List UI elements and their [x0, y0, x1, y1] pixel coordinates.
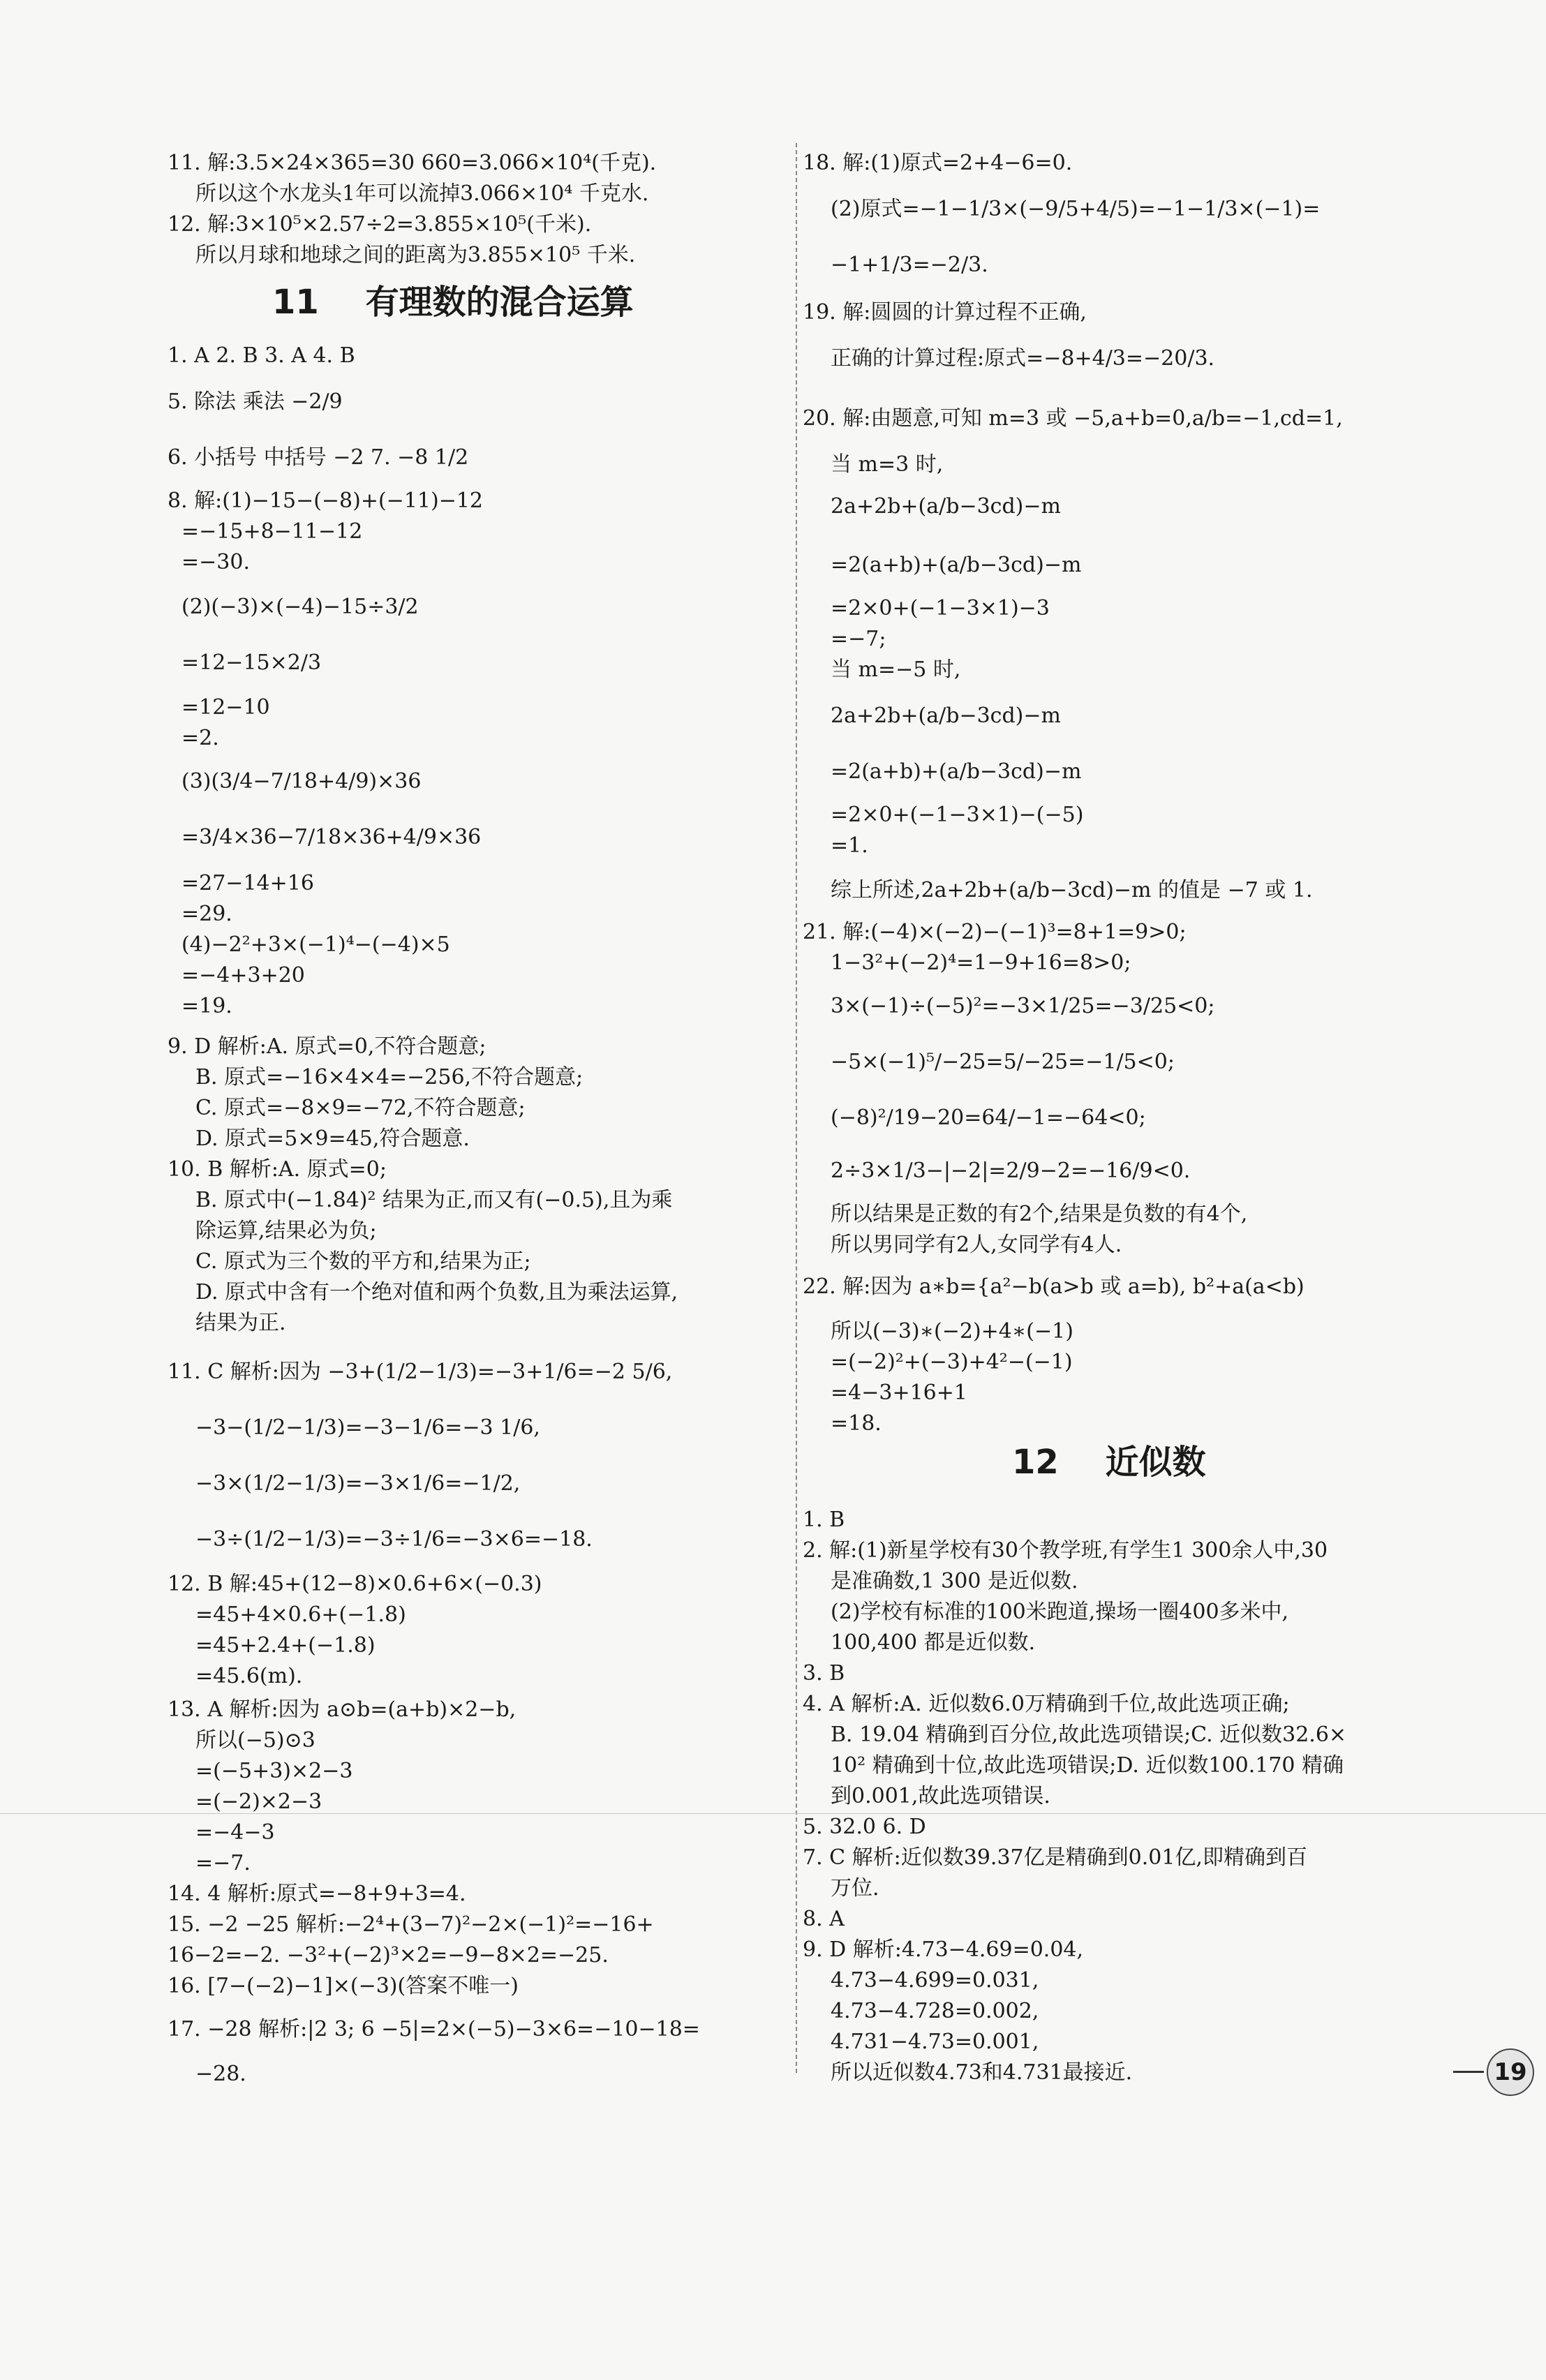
text-line: 到0.001,故此选项错误.: [831, 1784, 1050, 1808]
text-line: 19. 解:圆圆的计算过程不正确,: [803, 300, 1087, 325]
text-line: =−15+8−11−12: [181, 519, 363, 544]
text-line: =2×0+(−1−3×1)−3: [831, 596, 1050, 620]
text-line: 正确的计算过程:原式=−8+4/3=−20/3.: [831, 346, 1215, 371]
section-number: 12: [1012, 1443, 1059, 1482]
fold-line: [0, 1813, 1546, 1814]
text-line: =45+4×0.6+(−1.8): [195, 1602, 406, 1627]
text-line: 18. 解:(1)原式=2+4−6=0.: [803, 151, 1073, 175]
text-line: 1. B: [803, 1508, 845, 1532]
text-line: 16. [7−(−2)−1]×(−3)(答案不唯一): [168, 1974, 519, 1998]
text-line: =19.: [181, 994, 232, 1018]
text-line: 13. A 解析:因为 a⊙b=(a+b)×2−b,: [168, 1697, 516, 1722]
text-line: =−7.: [195, 1851, 251, 1875]
text-line: 20. 解:由题意,可知 m=3 或 −5,a+b=0,a/b=−1,cd=1,: [803, 406, 1343, 431]
column-divider: [796, 143, 797, 2073]
text-line: 除运算,结果必为负;: [195, 1219, 377, 1243]
text-line: 9. D 解析:4.73−4.69=0.04,: [803, 1938, 1084, 1962]
text-line: 3×(−1)÷(−5)²=−3×1/25=−3/25<0;: [831, 994, 1215, 1018]
text-line: 1−3²+(−2)⁴=1−9+16=8>0;: [831, 951, 1131, 975]
text-line: 2a+2b+(a/b−3cd)−m: [831, 494, 1061, 519]
text-line: 10² 精确到十位,故此选项错误;D. 近似数100.170 精确: [831, 1753, 1344, 1778]
text-line: (2)(−3)×(−4)−15÷3/2: [181, 595, 419, 619]
text-line: −3×(1/2−1/3)=−3×1/6=−1/2,: [195, 1471, 521, 1496]
text-line: 5. 除法 乘法 −2/9: [168, 389, 343, 414]
text-line: 4.73−4.699=0.031,: [831, 1968, 1039, 1993]
text-line: (4)−2²+3×(−1)⁴−(−4)×5: [181, 932, 450, 957]
text-line: 所以男同学有2人,女同学有4人.: [831, 1233, 1122, 1257]
text-line: 9. D 解析:A. 原式=0,不符合题意;: [168, 1034, 486, 1059]
text-line: 4.73−4.728=0.002,: [831, 1999, 1039, 2023]
section-number: 11: [272, 283, 319, 322]
text-line: 21. 解:(−4)×(−2)−(−1)³=8+1=9>0;: [803, 920, 1187, 944]
text-line: =−7;: [831, 627, 886, 651]
text-line: =4−3+16+1: [831, 1381, 967, 1405]
text-line: C. 原式为三个数的平方和,结果为正;: [195, 1249, 531, 1274]
text-line: B. 19.04 精确到百分位,故此选项错误;C. 近似数32.6×: [831, 1723, 1347, 1747]
text-line: =18.: [831, 1411, 882, 1436]
text-line: B. 原式中(−1.84)² 结果为正,而又有(−0.5),且为乘: [195, 1188, 673, 1212]
text-line: 8. 解:(1)−15−(−8)+(−11)−12: [168, 489, 484, 513]
text-line: 16−2=−2. −3²+(−2)³×2=−9−8×2=−25.: [168, 1943, 609, 1968]
text-line: (−8)²/19−20=64/−1=−64<0;: [831, 1106, 1146, 1130]
text-line: 所以结果是正数的有2个,结果是负数的有4个,: [831, 1202, 1248, 1226]
text-line: =−4−3: [195, 1820, 275, 1845]
text-line: =−30.: [181, 550, 250, 574]
text-line: 11. C 解析:因为 −3+(1/2−1/3)=−3+1/6=−2 5/6,: [168, 1360, 673, 1384]
text-line: 所以(−3)∗(−2)+4∗(−1): [831, 1319, 1073, 1344]
text-line: −5×(−1)⁵/−25=5/−25=−1/5<0;: [831, 1050, 1175, 1074]
text-line: 17. −28 解析:|2 3; 6 −5|=2×(−5)−3×6=−10−18=: [168, 2017, 700, 2041]
text-line: 12. 解:3×10⁵×2.57÷2=3.855×10⁵(千米).: [168, 212, 592, 237]
section-heading: 有理数的混合运算: [365, 283, 634, 322]
text-line: 22. 解:因为 a∗b={a²−b(a>b 或 a=b), b²+a(a<b): [803, 1274, 1305, 1299]
page-number-dash: [1453, 2071, 1484, 2073]
text-line: B. 原式=−16×4×4=−256,不符合题意;: [195, 1065, 584, 1089]
text-line: 4.731−4.73=0.001,: [831, 2030, 1039, 2054]
text-line: =45+2.4+(−1.8): [195, 1633, 376, 1658]
page-number: 19: [1487, 2048, 1534, 2096]
text-line: =45.6(m).: [195, 1664, 303, 1688]
section-title-11: [272, 285, 634, 320]
text-line: −28.: [195, 2062, 246, 2086]
text-line: (2)学校有标准的100米跑道,操场一圈400多米中,: [831, 1600, 1289, 1624]
text-line: 万位.: [831, 1876, 879, 1901]
text-line: 5. 32.0 6. D: [803, 1815, 926, 1839]
text-line: C. 原式=−8×9=−72,不符合题意;: [195, 1096, 526, 1120]
text-line: 2. 解:(1)新星学校有30个教学班,有学生1 300余人中,30: [803, 1538, 1328, 1563]
text-line: 所以月球和地球之间的距离为3.855×10⁵ 千米.: [195, 243, 636, 267]
text-line: D. 原式中含有一个绝对值和两个负数,且为乘法运算,: [195, 1280, 678, 1304]
text-line: 14. 4 解析:原式=−8+9+3=4.: [168, 1882, 466, 1906]
section-heading: 近似数: [1105, 1443, 1206, 1482]
text-line: =2×0+(−1−3×1)−(−5): [831, 803, 1084, 827]
text-line: =1.: [831, 833, 868, 858]
section-title-12: [1012, 1445, 1206, 1480]
text-line: 7. C 解析:近似数39.37亿是精确到0.01亿,即精确到百: [803, 1845, 1307, 1870]
text-line: 当 m=−5 时,: [831, 657, 961, 682]
text-line: (3)(3/4−7/18+4/9)×36: [181, 769, 422, 794]
text-line: 12. B 解:45+(12−8)×0.6+6×(−0.3): [168, 1572, 542, 1596]
text-line: =2(a+b)+(a/b−3cd)−m: [831, 759, 1082, 784]
text-line: 11. 解:3.5×24×365=30 660=3.066×10⁴(千克).: [168, 151, 657, 175]
text-line: =2(a+b)+(a/b−3cd)−m: [831, 553, 1082, 577]
text-line: 当 m=3 时,: [831, 452, 944, 477]
text-line: 100,400 都是近似数.: [831, 1630, 1036, 1655]
text-line: (2)原式=−1−1/3×(−9/5+4/5)=−1−1/3×(−1)=: [831, 197, 1321, 221]
text-line: =(−2)²+(−3)+4²−(−1): [831, 1350, 1073, 1374]
text-line: 是准确数,1 300 是近似数.: [831, 1569, 1078, 1593]
text-line: =−4+3+20: [181, 963, 305, 988]
text-line: 所以这个水龙头1年可以流掉3.066×10⁴ 千克水.: [195, 181, 649, 206]
text-line: 结果为正.: [195, 1311, 286, 1335]
text-line: =2.: [181, 726, 219, 750]
text-line: 综上所述,2a+2b+(a/b−3cd)−m 的值是 −7 或 1.: [831, 878, 1313, 902]
text-line: =29.: [181, 902, 232, 926]
text-line: 6. 小括号 中括号 −2 7. −8 1/2: [168, 445, 469, 470]
text-line: 8. A: [803, 1907, 845, 1931]
text-line: =27−14+16: [181, 871, 314, 895]
text-line: 2÷3×1/3−|−2|=2/9−2=−16/9<0.: [831, 1159, 1191, 1183]
text-line: 1. A 2. B 3. A 4. B: [168, 343, 355, 368]
text-line: 15. −2 −25 解析:−2⁴+(3−7)²−2×(−1)²=−16+: [168, 1912, 654, 1937]
text-line: −1+1/3=−2/3.: [831, 253, 988, 277]
text-line: 所以近似数4.73和4.731最接近.: [831, 2060, 1133, 2085]
text-line: 4. A 解析:A. 近似数6.0万精确到千位,故此选项正确;: [803, 1692, 1290, 1716]
text-line: 所以(−5)⊙3: [195, 1728, 315, 1753]
text-line: −3−(1/2−1/3)=−3−1/6=−3 1/6,: [195, 1415, 540, 1440]
text-line: =12−10: [181, 695, 270, 720]
text-line: 2a+2b+(a/b−3cd)−m: [831, 704, 1061, 728]
text-line: =3/4×36−7/18×36+4/9×36: [181, 825, 482, 849]
text-line: 3. B: [803, 1661, 845, 1686]
text-line: −3÷(1/2−1/3)=−3÷1/6=−3×6=−18.: [195, 1527, 593, 1552]
text-line: =12−15×2/3: [181, 650, 322, 675]
text-line: =(−5+3)×2−3: [195, 1759, 353, 1783]
text-line: =(−2)×2−3: [195, 1790, 322, 1814]
text-line: D. 原式=5×9=45,符合题意.: [195, 1126, 470, 1151]
text-line: 10. B 解析:A. 原式=0;: [168, 1157, 387, 1182]
